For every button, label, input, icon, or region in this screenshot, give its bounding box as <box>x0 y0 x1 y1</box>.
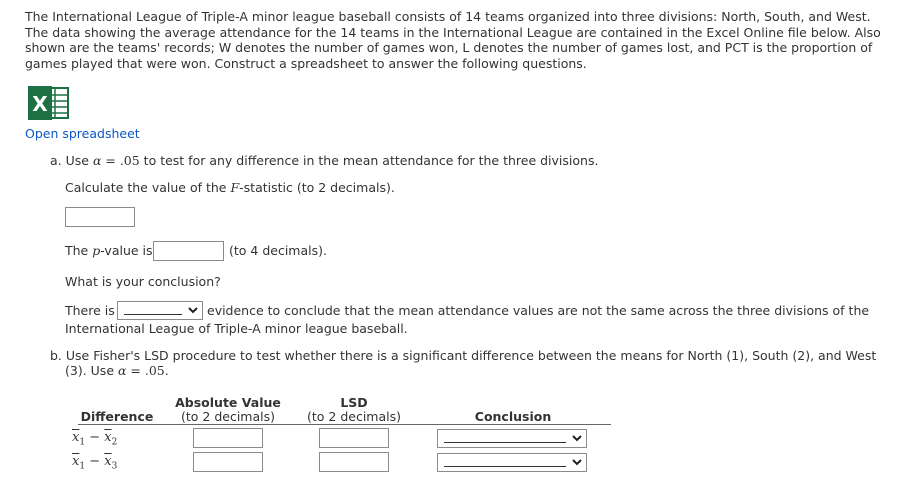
col-lsd-subheader: (to 2 decimals) <box>307 409 401 424</box>
equals-sign: = <box>101 153 120 168</box>
f-symbol: F <box>230 180 240 195</box>
part-a-suffix: to test for any difference in the mean attendance for the three divisions. <box>139 153 599 168</box>
conclusion-selected-value <box>444 442 566 443</box>
col-conclusion-header: Conclusion <box>474 409 552 424</box>
there-is-label: There is <box>65 303 115 318</box>
col-lsd-header: LSD <box>340 395 368 410</box>
pvalue-prefix: The <box>65 243 93 258</box>
part-a-prefix: a. Use <box>50 153 93 168</box>
evidence-text-cont: International League of Triple-A minor league baseball. <box>65 321 408 336</box>
abs-value-input-1[interactable] <box>193 428 263 448</box>
col-abs-header: Absolute Value <box>175 395 281 410</box>
part-a-question <box>50 153 598 168</box>
alpha-symbol: α <box>92 153 102 168</box>
evidence-text: evidence to conclude that the mean attendance values are not the same across the three divisions of the <box>207 303 870 318</box>
open-spreadsheet-link[interactable]: Open spreadsheet <box>25 126 140 141</box>
conclusion-select-2[interactable] <box>437 453 587 472</box>
subscript: 3 <box>111 461 118 472</box>
xbar-symbol: $\overline{x}$ <box>72 430 80 445</box>
col-abs-subheader: (to 2 decimals) <box>181 409 275 424</box>
alpha-value: .05 <box>119 153 140 168</box>
part-b-prefix: (3). Use <box>65 363 118 378</box>
table-header-rule <box>78 424 611 425</box>
alpha-value: .05 <box>144 363 165 378</box>
problem-intro: The International League of Triple-A minor league baseball consists of 14 teams organized into three divisions: North, South, and West. The data showing the average attendance for the 14 teams in the International League are contained in the Excel Online file below. Also shown are the teams' records; W denotes the number of games won, L denotes the number of games lost, and PCT is the proportion of games played that were won. Construct a spreadsheet to answer the following questions. <box>25 9 881 71</box>
lsd-input-1[interactable] <box>319 428 389 448</box>
minus-sign: − <box>85 454 105 469</box>
subscript: 1 <box>79 461 86 472</box>
xbar-symbol: $\overline{x}$ <box>72 454 80 469</box>
excel-icon[interactable] <box>26 86 70 120</box>
alpha-symbol: α <box>117 363 127 378</box>
pvalue-mid: -value is <box>100 243 153 258</box>
equals-sign: = <box>126 363 145 378</box>
pvalue-suffix: (to 4 decimals). <box>229 243 327 258</box>
svg-text:X: X <box>32 92 48 116</box>
xbar-symbol: $\overline{x}$ <box>104 454 112 469</box>
pvalue-input[interactable] <box>153 241 224 261</box>
difference-x1-x2 <box>72 430 117 448</box>
p-symbol: p <box>92 243 101 258</box>
subscript: 2 <box>111 437 118 448</box>
chevron-down-icon <box>571 456 583 468</box>
difference-x1-x3 <box>72 454 117 472</box>
minus-sign: − <box>85 430 105 445</box>
xbar-symbol: $\overline{x}$ <box>104 430 112 445</box>
chevron-down-icon <box>571 432 583 444</box>
abs-value-input-2[interactable] <box>193 452 263 472</box>
col-difference-header: Difference <box>80 409 154 424</box>
evidence-select[interactable] <box>117 301 203 320</box>
subscript: 1 <box>79 437 86 448</box>
part-b-question: b. Use Fisher's LSD procedure to test whether there is a significant difference between the means for North (1), South (2), and West <box>50 348 877 363</box>
part-b-question-cont <box>65 363 169 378</box>
conclusion-question: What is your conclusion? <box>65 274 221 289</box>
evidence-selected-value <box>124 314 182 315</box>
lsd-input-2[interactable] <box>319 452 389 472</box>
part-b-suffix: . <box>164 363 169 378</box>
fstat-prefix: Calculate the value of the <box>65 180 231 195</box>
pvalue-label <box>65 243 153 258</box>
fstat-instruction <box>65 180 395 195</box>
fstat-suffix: -statistic (to 2 decimals). <box>239 180 395 195</box>
conclusion-selected-value <box>444 466 566 467</box>
conclusion-select-1[interactable] <box>437 429 587 448</box>
chevron-down-icon <box>187 304 199 316</box>
fstat-input[interactable] <box>65 207 135 227</box>
